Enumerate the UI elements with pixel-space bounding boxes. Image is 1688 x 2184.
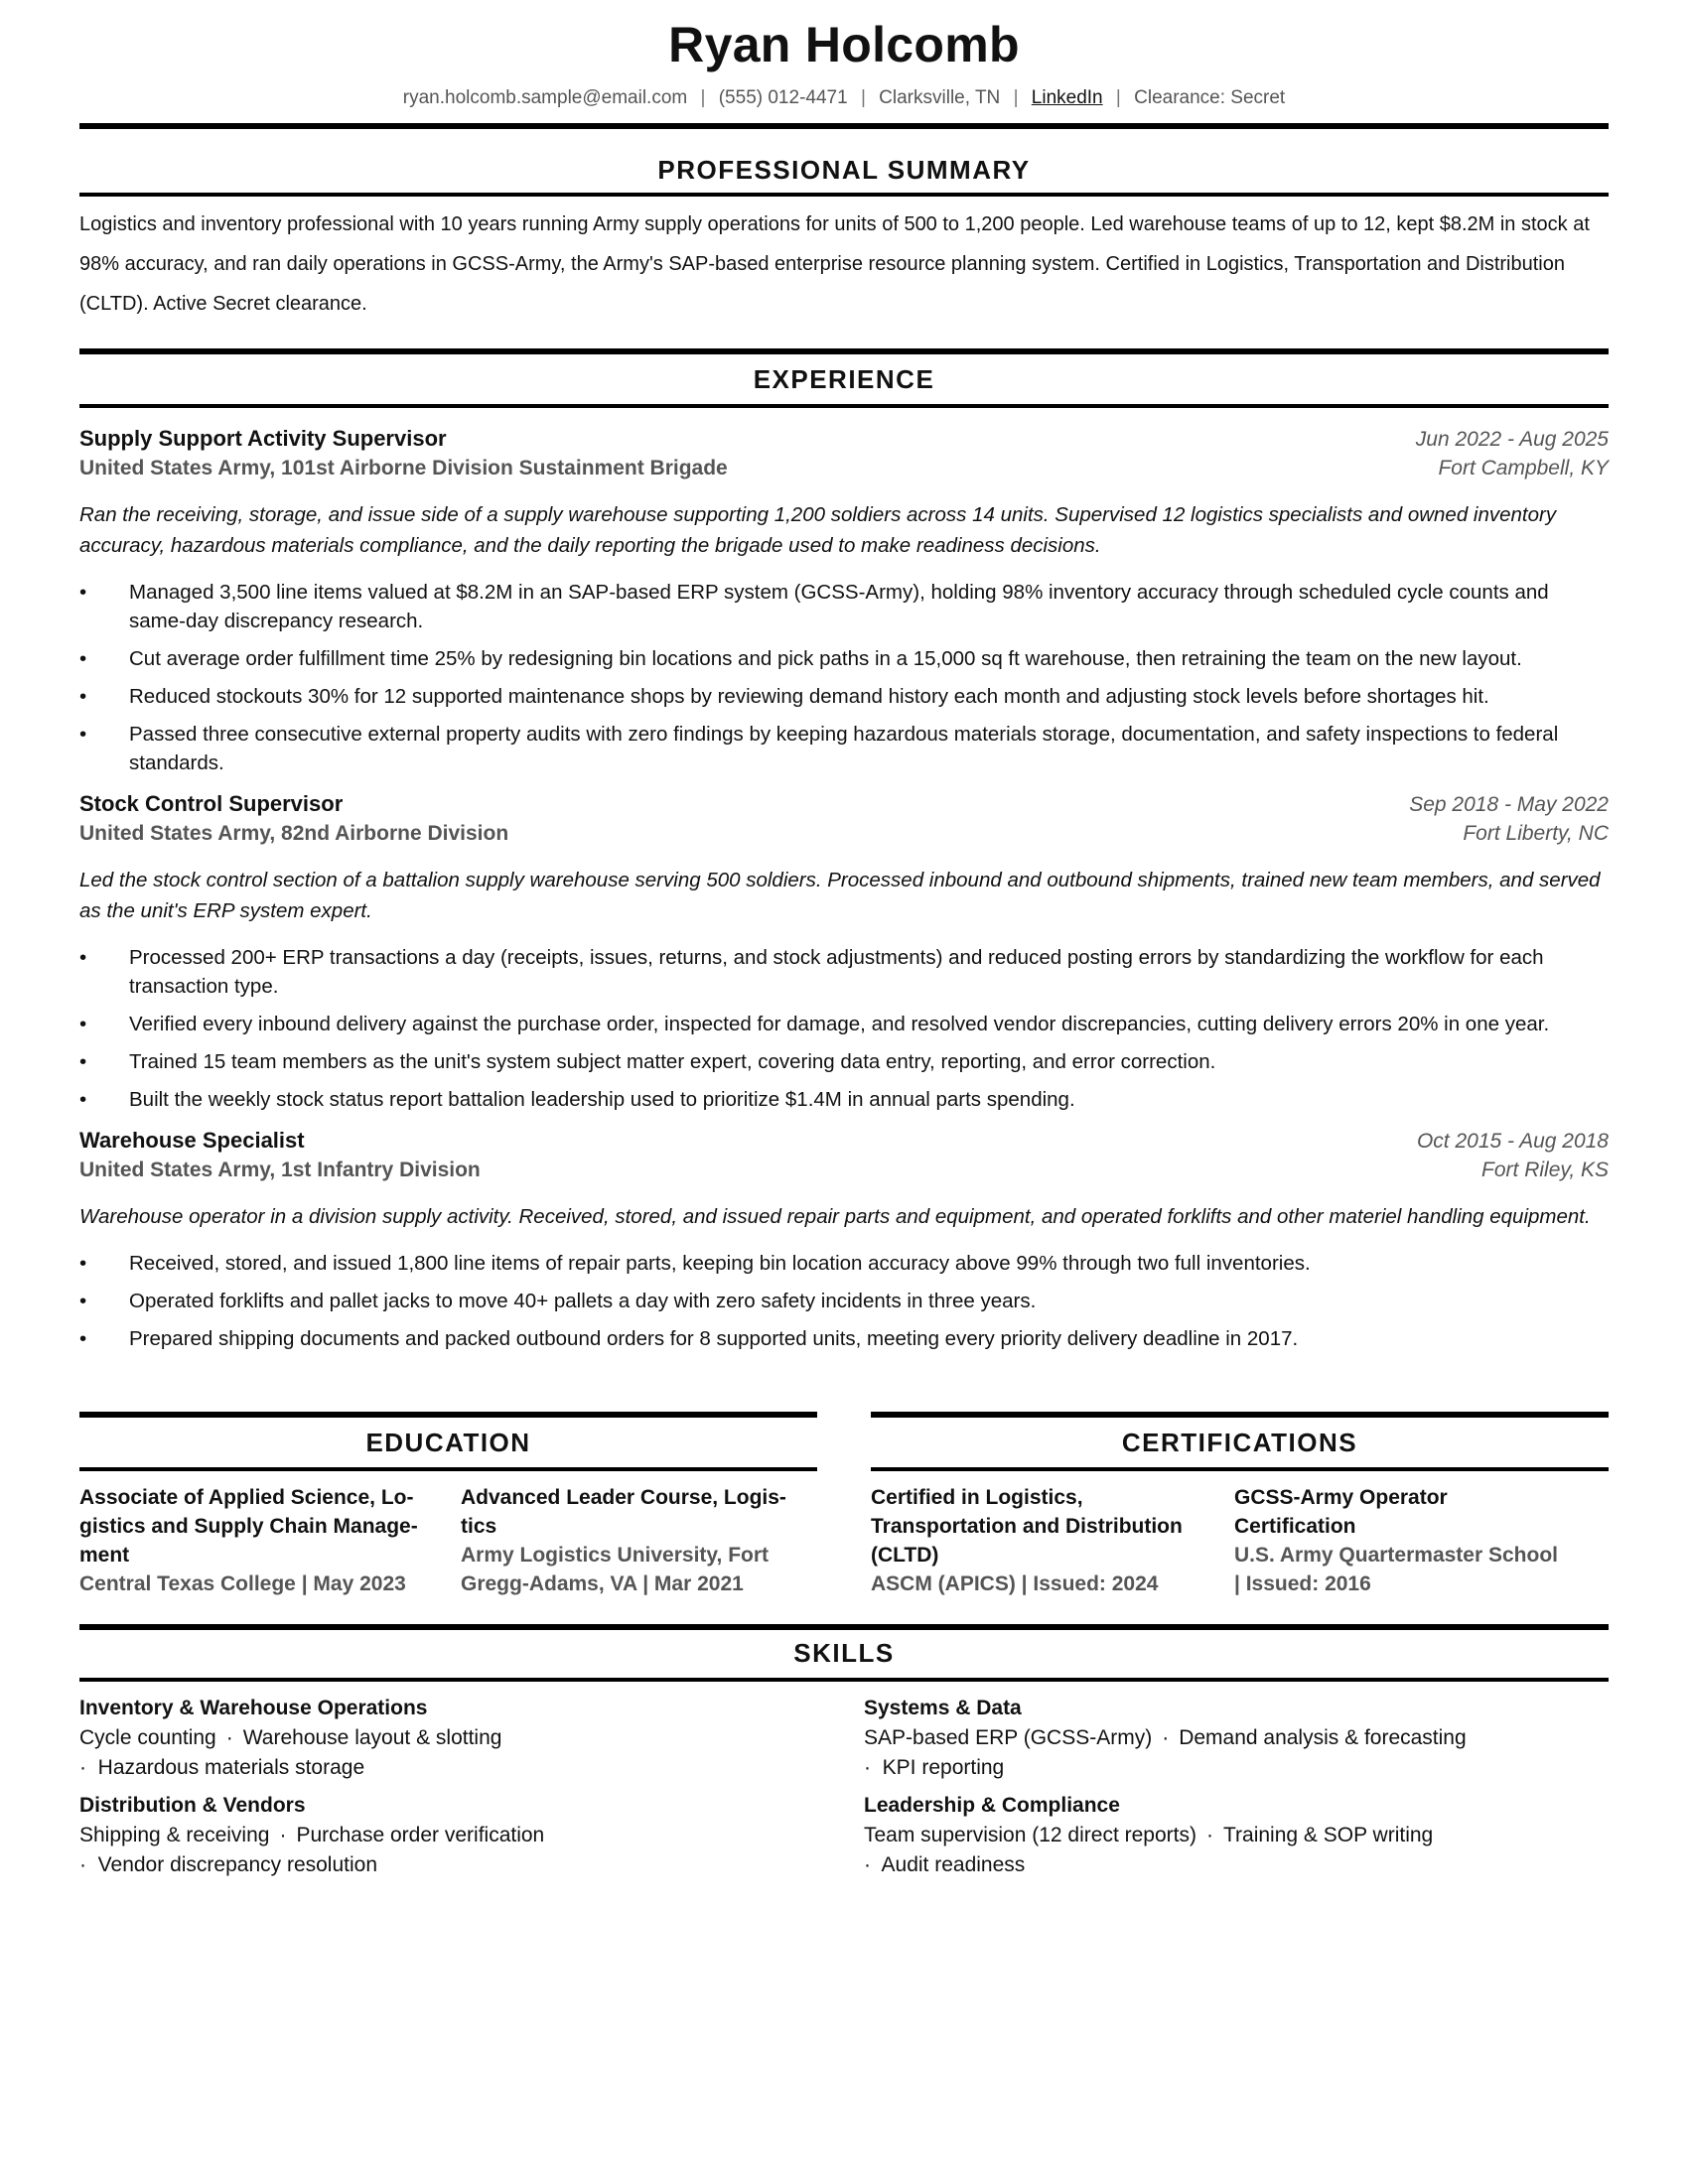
bullet-text: Verified every inbound delivery against the purchase order, inspected for damage, and resolved vendor discrepancies, cutting delivery errors 20% in one year. — [129, 1013, 1550, 1035]
certifications-heading: CERTIFICATIONS — [1121, 1428, 1358, 1457]
contact-email[interactable]: ryan.holcomb.sample@email.com — [402, 87, 688, 108]
degree-title-line: ment — [79, 1544, 130, 1567]
certification-item — [871, 1483, 1234, 1598]
resume-page — [79, 0, 1609, 2184]
bullet-marker: • — [79, 1088, 87, 1111]
bullet-text: Managed 3,500 line items valued at $8.2M in an SAP-based ERP system (GCSS-Army), holding 98% inventory accuracy through scheduled cycle counts and same-day discrepancy research. — [129, 581, 1549, 632]
contact-phone: (555) 012-4471 — [718, 87, 848, 108]
skill-item: Demand analysis & forecasting — [1179, 1726, 1467, 1749]
skills-heading: SKILLS — [793, 1638, 895, 1668]
job-title: Supply Support Activity Supervisor — [79, 426, 447, 451]
skill-item: Warehouse layout & slotting — [242, 1726, 502, 1749]
skill-items-line — [864, 1753, 1609, 1783]
bullet-text: Passed three consecutive external property audits with zero findings by keeping hazardous materials storage, documentation, and safety inspections to federal standards. — [129, 723, 1559, 774]
bullet-item — [79, 943, 1609, 1001]
bullet-marker: • — [79, 647, 87, 670]
bullet-text: Received, stored, and issued 1,800 line items of repair parts, keeping bin location accuracy above 99% through two full inventories. — [129, 1252, 1311, 1275]
bullet-marker: • — [79, 685, 87, 708]
job-location: Fort Liberty, NC — [1463, 822, 1609, 845]
certification-title-line: Certification — [1234, 1515, 1356, 1538]
job-location: Fort Campbell, KY — [1438, 457, 1609, 479]
skill-items-line — [864, 1821, 1609, 1850]
bullet-item — [79, 682, 1609, 711]
skills-grid — [79, 1682, 1609, 1888]
skill-separator: · — [79, 1853, 86, 1876]
bullet-text: Reduced stockouts 30% for 12 supported maintenance shops by reviewing demand history each month and adjusting stock levels before shortages hit. — [129, 685, 1489, 708]
education-item — [461, 1483, 817, 1598]
summary-text: Logistics and inventory professional with 10 years running Army supply operations for units of 500 to 1,200 people. Led warehouse teams of up to 12, kept $8.2M in stock at 98% accuracy, and ran daily operations in GCSS-Army, the Army's SAP-based enterprise resource planning system. Certified in Logistics, Transportation and Distribution (CLTD). Active Secret clearance. — [79, 213, 1590, 315]
job-organization: United States Army, 82nd Airborne Division — [79, 822, 509, 845]
certifications-section — [871, 1412, 1609, 1598]
job-bullets — [79, 1249, 1609, 1353]
job-description: Warehouse operator in a division supply activity. Received, stored, and issued repair parts and equipment, and operated forklifts and other materiel handling equipment. — [79, 1205, 1591, 1228]
job-title: Stock Control Supervisor — [79, 791, 344, 816]
skill-separator: · — [864, 1756, 871, 1779]
bullet-marker: • — [79, 1050, 87, 1073]
bullet-marker: • — [79, 723, 87, 746]
education-heading: EDUCATION — [365, 1428, 531, 1457]
contact-separator: | — [1115, 87, 1121, 108]
bullet-text: Built the weekly stock status report battalion leadership used to prioritize $1.4M in annual parts spending. — [129, 1088, 1075, 1111]
job-dates: Jun 2022 - Aug 2025 — [1415, 428, 1609, 451]
skill-group — [79, 1694, 864, 1783]
skill-items-line — [79, 1821, 864, 1850]
contact-separator: | — [700, 87, 706, 108]
skill-items-line — [864, 1723, 1609, 1753]
certification-issuer-line: ASCM (APICS) | Issued: 2024 — [871, 1572, 1159, 1595]
skill-separator: · — [279, 1824, 287, 1846]
job-entry — [79, 424, 1609, 777]
skill-group-heading: Leadership & Compliance — [864, 1794, 1120, 1817]
degree-title-line: Associate of Applied Science, Lo- — [79, 1486, 414, 1509]
contact-line — [79, 81, 1609, 115]
job-entry — [79, 789, 1609, 1114]
bullet-text: Trained 15 team members as the unit's system subject matter expert, covering data entry, reporting, and error correction. — [129, 1050, 1216, 1073]
skills-column-left — [79, 1694, 864, 1888]
skill-item: Purchase order verification — [296, 1824, 545, 1846]
certification-issuer-line: | Issued: 2016 — [1234, 1572, 1371, 1595]
job-dates: Oct 2015 - Aug 2018 — [1416, 1130, 1609, 1153]
job-location: Fort Riley, KS — [1481, 1159, 1609, 1181]
bullet-text: Processed 200+ ERP transactions a day (receipts, issues, returns, and stock adjustments) and reduced posting errors by standardizing the workflow for each transaction type. — [129, 946, 1544, 998]
skill-separator: · — [79, 1756, 86, 1779]
education-section — [79, 1412, 817, 1598]
skill-separator: · — [864, 1853, 871, 1876]
linkedin-link[interactable]: LinkedIn — [1031, 87, 1103, 108]
job-dates: Sep 2018 - May 2022 — [1409, 793, 1609, 816]
skill-item: SAP-based ERP (GCSS-Army) — [864, 1726, 1153, 1749]
bullet-item — [79, 578, 1609, 635]
skill-items-line — [864, 1850, 1609, 1880]
bullet-item — [79, 1010, 1609, 1038]
contact-location: Clarksville, TN — [879, 87, 1001, 108]
job-organization: United States Army, 101st Airborne Division Sustainment Brigade — [79, 457, 728, 479]
bullet-item — [79, 1287, 1609, 1315]
contact-clearance: Clearance: Secret — [1134, 87, 1286, 108]
job-description: Ran the receiving, storage, and issue side of a supply warehouse supporting 1,200 soldiers across 14 units. Supervised 12 logistics specialists and owned inventory accuracy, hazardous materials compliance, and the daily reporting the brigade used to make readiness decisions. — [79, 503, 1557, 557]
skill-items-line — [79, 1850, 864, 1880]
bullet-marker: • — [79, 1290, 87, 1312]
skill-group-heading: Systems & Data — [864, 1697, 1022, 1719]
bullet-marker: • — [79, 1327, 87, 1350]
degree-school-line: Army Logistics University, Fort — [461, 1544, 770, 1567]
bullet-marker: • — [79, 946, 87, 969]
skill-item: Team supervision (12 direct reports) — [864, 1824, 1196, 1846]
job-description: Led the stock control section of a battalion supply warehouse serving 500 soldiers. Processed inbound and outbound shipments, trained new team members, and served as the unit's ERP system expert. — [79, 869, 1601, 922]
certification-issuer-line: U.S. Army Quartermaster School — [1234, 1544, 1558, 1567]
education-item — [79, 1483, 461, 1598]
degree-school-line: Central Texas College | May 2023 — [79, 1572, 406, 1595]
skill-group-heading: Distribution & Vendors — [79, 1794, 306, 1817]
certification-item — [1234, 1483, 1609, 1598]
job-title: Warehouse Specialist — [79, 1128, 305, 1153]
summary-heading: PROFESSIONAL SUMMARY — [657, 155, 1031, 185]
skill-group — [864, 1694, 1609, 1783]
certification-title-line: (CLTD) — [871, 1544, 939, 1567]
skill-item: Audit readiness — [881, 1853, 1026, 1876]
bullet-text: Cut average order fulfillment time 25% by redesigning bin locations and pick paths in a 15,000 sq ft warehouse, then retraining the team on the new layout. — [129, 647, 1522, 670]
bullet-item — [79, 1085, 1609, 1114]
bullet-item — [79, 644, 1609, 673]
certification-title-line: Transportation and Distribution — [871, 1515, 1183, 1538]
skill-separator: · — [1162, 1726, 1170, 1749]
education-certifications-row — [79, 1412, 1609, 1598]
skill-separator: · — [1205, 1824, 1213, 1846]
bullet-text: Prepared shipping documents and packed outbound orders for 8 supported units, meeting every priority delivery deadline in 2017. — [129, 1327, 1299, 1350]
skill-item: KPI reporting — [882, 1756, 1005, 1779]
bullet-item — [79, 720, 1609, 777]
bullet-marker: • — [79, 1013, 87, 1035]
certification-title-line: GCSS-Army Operator — [1234, 1486, 1448, 1509]
skill-items-line — [79, 1753, 864, 1783]
skill-item: Shipping & receiving — [79, 1824, 270, 1846]
certification-title-line: Certified in Logistics, — [871, 1486, 1083, 1509]
skill-item: Vendor discrepancy resolution — [97, 1853, 378, 1876]
skills-column-right — [864, 1694, 1609, 1888]
contact-separator: | — [1013, 87, 1019, 108]
skill-separator: · — [225, 1726, 233, 1749]
bullet-marker: • — [79, 581, 87, 604]
experience-divider — [79, 404, 1609, 408]
bullet-item — [79, 1047, 1609, 1076]
job-entry — [79, 1126, 1609, 1353]
skill-group — [79, 1791, 864, 1880]
job-bullets — [79, 943, 1609, 1114]
skill-item: Cycle counting — [79, 1726, 216, 1749]
experience-heading: EXPERIENCE — [753, 364, 935, 394]
bullet-item — [79, 1324, 1609, 1353]
degree-title-line: gistics and Supply Chain Manage- — [79, 1515, 418, 1538]
bullet-marker: • — [79, 1252, 87, 1275]
job-organization: United States Army, 1st Infantry Division — [79, 1159, 481, 1181]
bullet-item — [79, 1249, 1609, 1278]
skill-item: Hazardous materials storage — [97, 1756, 365, 1779]
skill-group-heading: Inventory & Warehouse Operations — [79, 1697, 428, 1719]
bullet-text: Operated forklifts and pallet jacks to move 40+ pallets a day with zero safety incidents in three years. — [129, 1290, 1037, 1312]
skill-items-line — [79, 1723, 864, 1753]
candidate-name: Ryan Holcomb — [668, 17, 1020, 72]
skill-item: Training & SOP writing — [1222, 1824, 1434, 1846]
skill-group — [864, 1791, 1609, 1880]
job-bullets — [79, 578, 1609, 777]
contact-separator: | — [860, 87, 866, 108]
degree-school-line: Gregg-Adams, VA | Mar 2021 — [461, 1572, 744, 1595]
degree-title-line: Advanced Leader Course, Logis- — [461, 1486, 786, 1509]
degree-title-line: tics — [461, 1515, 497, 1538]
